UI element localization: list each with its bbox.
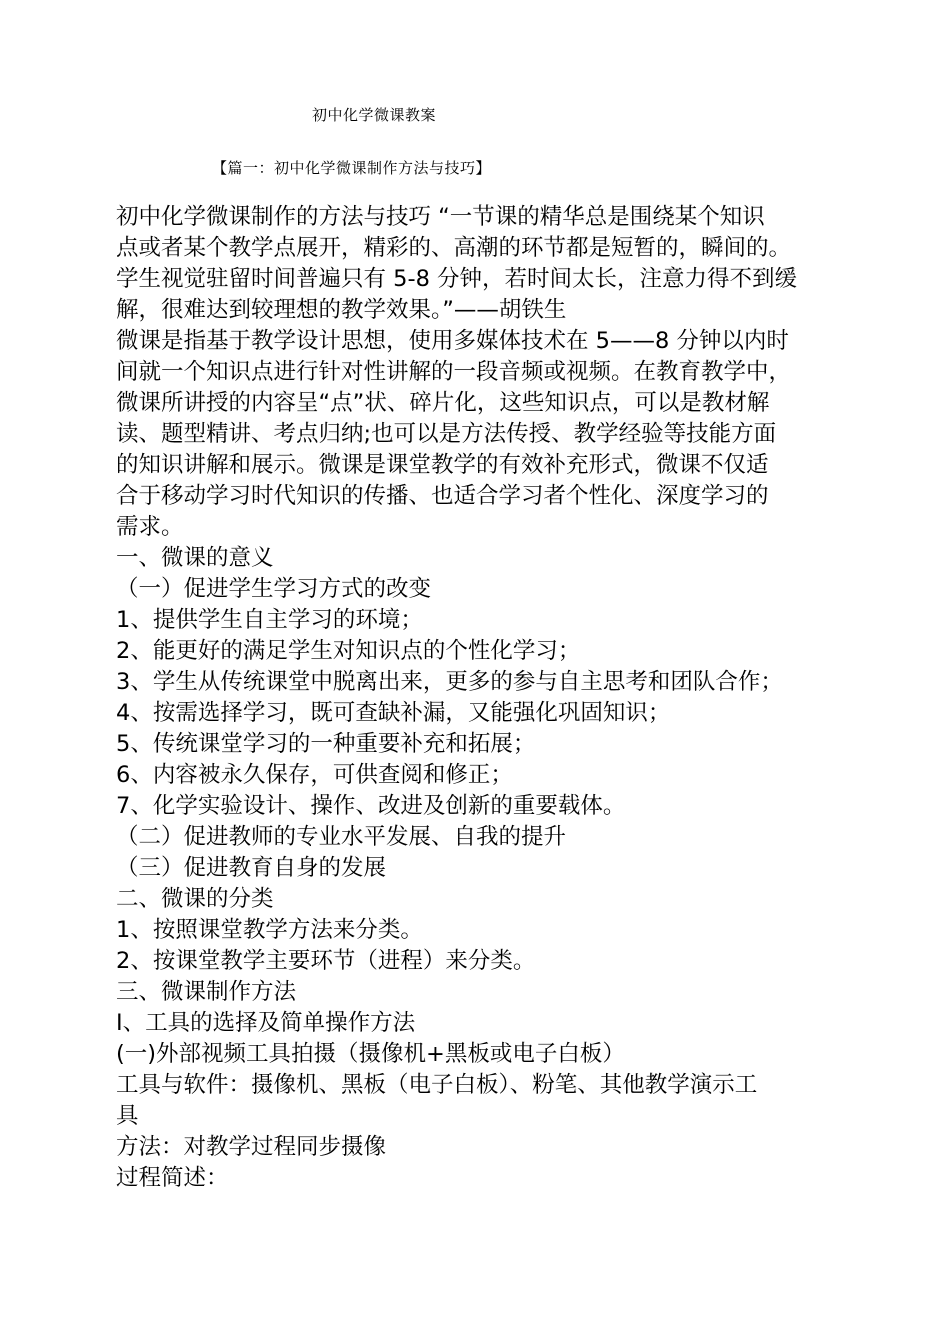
paragraph-line: 间就一个知识点进行针对性讲解的一段音频或视频。在教育教学中， — [116, 359, 792, 385]
list-item: 7、化学实验设计、操作、改进及创新的重要载体。 — [116, 793, 626, 819]
document-body — [116, 202, 846, 1194]
paragraph-line: 初中化学微课制作的方法与技巧 “一节课的精华总是围绕某个知识 — [116, 204, 765, 230]
paragraph-line: 过程简述： — [116, 1165, 229, 1191]
list-item: 1、提供学生自主学习的环境； — [116, 607, 423, 633]
list-item: 6、内容被永久保存，可供查阅和修正； — [116, 762, 513, 788]
paragraph-line: 需求。 — [116, 514, 184, 540]
paragraph-line: 合于移动学习时代知识的传播、也适合学习者个性化、深度学习的 — [116, 483, 769, 509]
list-item: 1、按照课堂教学方法来分类。 — [116, 917, 423, 943]
paragraph-line: 微课是指基于教学设计思想，使用多媒体技术在 5——8 分钟以内时 — [116, 328, 789, 354]
subsection-heading: Ⅰ、工具的选择及简单操作方法 — [116, 1010, 416, 1036]
subsection-heading: （三）促进教育自身的发展 — [116, 855, 387, 881]
paragraph-line: 点或者某个教学点展开，精彩的、高潮的环节都是短暂的，瞬间的。 — [116, 235, 792, 261]
paragraph-line: 解，很难达到较理想的教学效果。”——胡铁生 — [116, 297, 567, 323]
paragraph-line: 微课所讲授的内容呈“点”状、碎片化，这些知识点，可以是教材解 — [116, 390, 770, 416]
paragraph-line: 学生视觉驻留时间普遍只有 5-8 分钟，若时间太长，注意力得不到缓 — [116, 266, 798, 292]
list-item: 3、学生从传统课堂中脱离出来，更多的参与自主思考和团队合作； — [116, 669, 783, 695]
subsection-heading: （二）促进教师的专业水平发展、自我的提升 — [116, 824, 567, 850]
section-subtitle: 【篇一：初中化学微课制作方法与技巧】 — [212, 159, 492, 177]
paragraph-line: 方法：对教学过程同步摄像 — [116, 1134, 387, 1160]
list-item: 5、传统课堂学习的一种重要补充和拓展； — [116, 731, 536, 757]
list-item: 2、能更好的满足学生对知识点的个性化学习； — [116, 638, 581, 664]
subsection-heading: （一）促进学生学习方式的改变 — [116, 576, 432, 602]
document-title: 初中化学微课教案 — [312, 106, 437, 124]
section-heading: 三、微课制作方法 — [116, 979, 297, 1005]
list-item: 4、按需选择学习，既可查缺补漏，又能强化巩固知识； — [116, 700, 671, 726]
paragraph-line: 具 — [116, 1103, 139, 1129]
subsection-heading: (一)外部视频工具拍摄（摄像机+黑板或电子白板） — [116, 1041, 625, 1067]
paragraph-line: 的知识讲解和展示。微课是课堂教学的有效补充形式，微课不仅适 — [116, 452, 769, 478]
list-item: 2、按课堂教学主要环节（进程）来分类。 — [116, 948, 536, 974]
section-heading: 一、微课的意义 — [116, 545, 274, 571]
paragraph-line: 工具与软件：摄像机、黑板（电子白板）、粉笔、其他教学演示工 — [116, 1072, 758, 1098]
section-heading: 二、微课的分类 — [116, 886, 274, 912]
paragraph-line: 读、题型精讲、考点归纳;也可以是方法传授、教学经验等技能方面 — [116, 421, 777, 447]
